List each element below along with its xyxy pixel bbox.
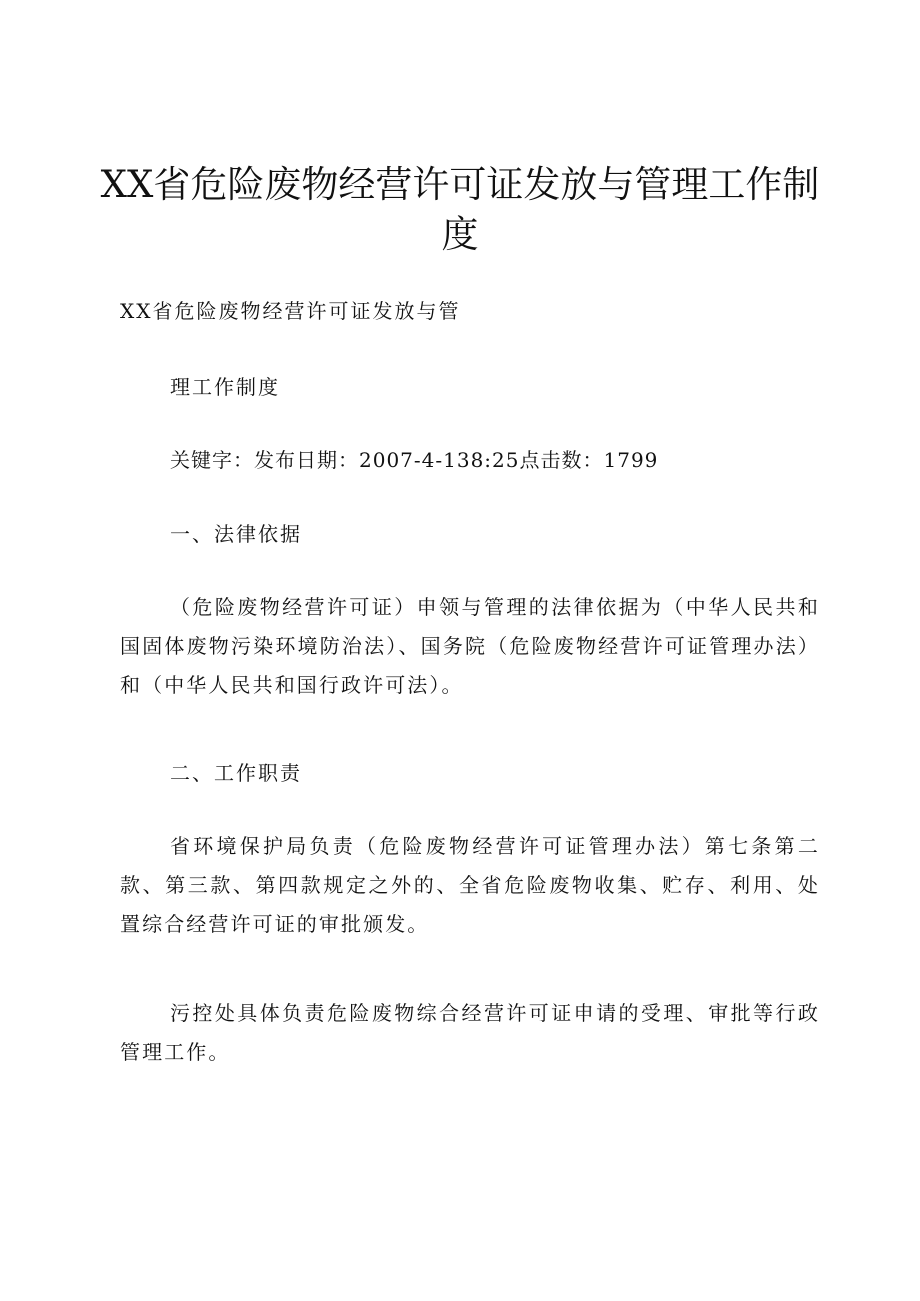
subtitle-line-1: XX省危险废物经营许可证发放与管 [120,299,461,323]
section-1-paragraph: （危险废物经营许可证）申领与管理的法律依据为（中华人民共和国固体废物污染环境防治法）、国务院（危险废物经营许可证管理办法）和（中华人民共和国行政许可法）。 [120,595,820,697]
section-1-heading: 一、法律依据 [170,522,302,546]
subtitle-line-2: 理工作制度 [170,375,280,399]
section-2-paragraph-2: 污控处具体负责危险废物综合经营许可证申请的受理、审批等行政管理工作。 [120,1001,820,1064]
section-2-paragraph-1: 省环境保护局负责（危险废物经营许可证管理办法）第七条第二款、第三款、第四款规定之外的、全省危险废物收集、贮存、利用、处置综合经营许可证的审批颁发。 [120,834,820,936]
document-title: XX省危险废物经营许可证发放与管理工作制度 [100,163,820,256]
section-2-heading: 二、工作职责 [170,761,302,785]
meta-line: 关键字：发布日期：2007-4-138:25点击数：1799 [170,448,659,472]
